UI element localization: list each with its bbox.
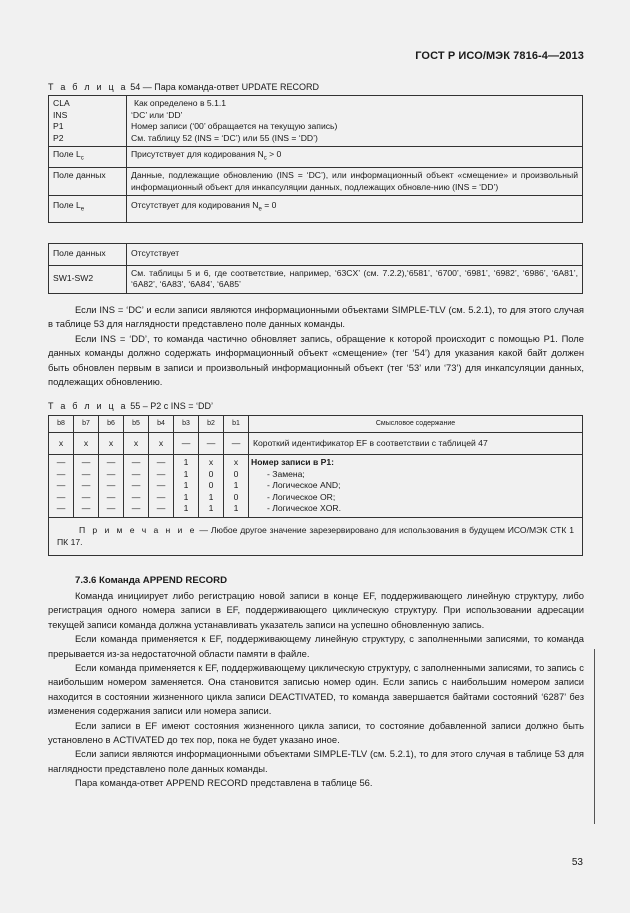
table55-caption	[48, 401, 213, 411]
note-prefix: П р и м е ч а н и е	[79, 524, 197, 535]
bit-column-b2: x 0 0 1 1	[199, 455, 224, 518]
bit-header: b3	[174, 416, 199, 433]
table55-caption-prefix: Т а б л и ц а	[48, 401, 128, 411]
param-value: См. таблицу 52 (INS = ‘DC’) или 55 (INS = ‘DD’)	[131, 132, 318, 143]
table54-response	[48, 243, 583, 294]
table-row	[49, 517, 583, 555]
table-row	[49, 244, 583, 266]
meaning-item: - Логическое AND;	[267, 480, 341, 490]
param-name: P2	[53, 132, 64, 143]
lc-value: Присутствует для кодирования $N_c > 0$	[127, 147, 583, 168]
bit-column-b7: — — — — —	[74, 455, 99, 518]
table-row	[49, 168, 583, 196]
table54-caption	[48, 82, 319, 92]
bit-cell: x	[149, 432, 174, 455]
table-row	[49, 196, 583, 223]
table54-caption-prefix: Т а б л и ц а	[48, 82, 128, 92]
bit-header: b5	[124, 416, 149, 433]
meaning-header: Смысловое содержание	[249, 416, 583, 433]
bit-column-b1: x 0 1 0 1	[224, 455, 249, 518]
bit-cell: —	[199, 432, 224, 455]
table54-caption-text: 54 — Пара команда-ответ UPDATE RECORD	[130, 82, 319, 92]
section-heading: 7.3.6 Команда APPEND RECORD	[75, 575, 228, 586]
bit-cell: x	[49, 432, 74, 455]
response-data-value: Отсутствует	[127, 244, 583, 266]
param-name: CLA	[53, 98, 70, 108]
paragraph: Если INS = ‘DD’, то команда частично обновляет запись, обращение к которой происходит с помощью P1. Поле данных команды должно содержать информационный объект «смещение» (тег ‘54’) для указания какой байт должен быть обновлен первым в записи и произвольный информационный объект (тег ‘53’ или ‘73’) для инкапсуляции данных, подлежащих обновлению.	[48, 332, 584, 388]
data-field-value: Данные, подлежащие обновлению (INS = ‘DC’), или информационный объект «смещение» и произвольный информационный объект для инкапсуляции данных, подлежащих обновле-нию (INS = ‘DD’)	[127, 168, 583, 196]
le-label: Поле $L_e$	[49, 196, 127, 223]
bit-cell: x	[74, 432, 99, 455]
param-value: Номер записи (‘00’ обращается на текущую запись)	[131, 121, 338, 131]
table-row	[49, 416, 583, 433]
bit-header: b8	[49, 416, 74, 433]
param-names-cell	[49, 96, 127, 147]
param-value: ‘DC’ или ‘DD’	[131, 109, 183, 120]
paragraph: Команда инициирует либо регистрацию новой записи в конце EF, поддерживающего линейную структуру, либо регистрация одного номера записи в EF, поддерживающего циклическую структуру. При использовании адресации текущей записи команда должна устанавливать указатель записи на успешно обновленную запись.	[48, 590, 584, 630]
bit-column-b5: — — — — —	[124, 455, 149, 518]
section-body	[48, 589, 584, 791]
paragraph: Если записи являются информационными объектами SIMPLE-TLV (см. 5.2.1), то для этого случая в таблице 53 для наглядности представлено поле данных команды.	[48, 748, 584, 774]
page-number: 53	[571, 857, 583, 868]
param-values-cell	[127, 96, 583, 147]
meaning-list-cell	[249, 455, 583, 518]
paragraph: Если записи в EF имеют состояния жизненного цикла записи, то состояние добавленной записи должно быть установлено в ACTIVATED до тех пор, пока не будет указано иное.	[48, 719, 584, 746]
bit-cell: —	[224, 432, 249, 455]
bit-header: b1	[224, 416, 249, 433]
bit-cell: —	[174, 432, 199, 455]
table-row	[49, 455, 583, 518]
table-row	[49, 96, 583, 147]
data-field-label: Поле данных	[49, 168, 127, 196]
bit-column-b6: — — — — —	[99, 455, 124, 518]
paragraph: Пара команда-ответ APPEND RECORD представлена в таблице 56.	[75, 777, 373, 789]
table55	[48, 415, 583, 556]
bit-cell: x	[99, 432, 124, 455]
bit-column-b8: — — — — —	[49, 455, 74, 518]
bit-header: b2	[199, 416, 224, 433]
bit-header: b6	[99, 416, 124, 433]
table-row	[49, 265, 583, 293]
note-text: — Любое другое значение зарезервировано для использования в будущем ИСО/МЭК СТК 1 ПК 17.	[57, 524, 574, 547]
meaning-title: Номер записи в P1:	[251, 457, 335, 467]
lc-label: Поле $L_c$	[49, 147, 127, 168]
paragraph: Если INS = ‘DC’ и если записи являются информационными объектами SIMPLE-TLV (см. 5.2.1), то для этого случая в таблице 53 для наглядности представлено поле данных команды.	[48, 304, 584, 330]
paragraph-block	[48, 303, 584, 389]
bit-header: b7	[74, 416, 99, 433]
table55-caption-text: 55 – P2 с INS = ‘DD’	[130, 401, 214, 411]
sw-value: См. таблицы 5 и 6, где соответствие, например, ‘63CX’ (см. 7.2.2),‘6581’, ‘6700’, ‘6981’, ‘6982’, ‘6986’, ‘6A81’, ‘6A82’, ‘6A83’, ‘6A84’, ‘6A85’	[127, 265, 583, 293]
table55-note	[49, 517, 583, 555]
paragraph: Если команда применяется к EF, поддерживающему линейную структуру, с заполненными записями, то команда прерывается из-за недостаточной области памяти в файле.	[48, 633, 584, 659]
sw-label: SW1-SW2	[49, 265, 127, 293]
bit-header: b4	[149, 416, 174, 433]
table-row	[49, 147, 583, 168]
document-code: ГОСТ Р ИСО/МЭК 7816-4—2013	[415, 50, 584, 62]
meaning-item: - Замена;	[267, 468, 305, 479]
meaning-item: - Логическое XOR.	[267, 503, 341, 513]
response-data-label: Поле данных	[49, 244, 127, 266]
meaning-cell: Короткий идентификатор EF в соответствии с таблицей 47	[249, 432, 583, 455]
meaning-item: - Логическое OR;	[267, 491, 336, 502]
table54-command	[48, 95, 583, 223]
param-name: P1	[53, 121, 64, 131]
table-row	[49, 432, 583, 455]
param-name: INS	[53, 109, 68, 120]
bit-column-b4: — — — — —	[149, 455, 174, 518]
le-value: Отсутствует для кодирования $N_e = 0$	[127, 196, 583, 223]
bit-column-b3: 1 1 1 1 1	[174, 455, 199, 518]
param-value: Как определено в 5.1.1	[134, 98, 227, 108]
bit-cell: x	[124, 432, 149, 455]
paragraph: Если команда применяется к EF, поддерживающему циклическую структуру, с заполненными записями, то запись с наибольшим номером заменяется. Она становится записью номер один. Если запись с наибольшим номером записи находится в состоянии жизненного цикла записи DEACTIVATED, то команда завершается байтами состояний ‘6287’ без изменения содержания записи или номера записи.	[48, 662, 584, 717]
change-bar	[594, 649, 595, 824]
